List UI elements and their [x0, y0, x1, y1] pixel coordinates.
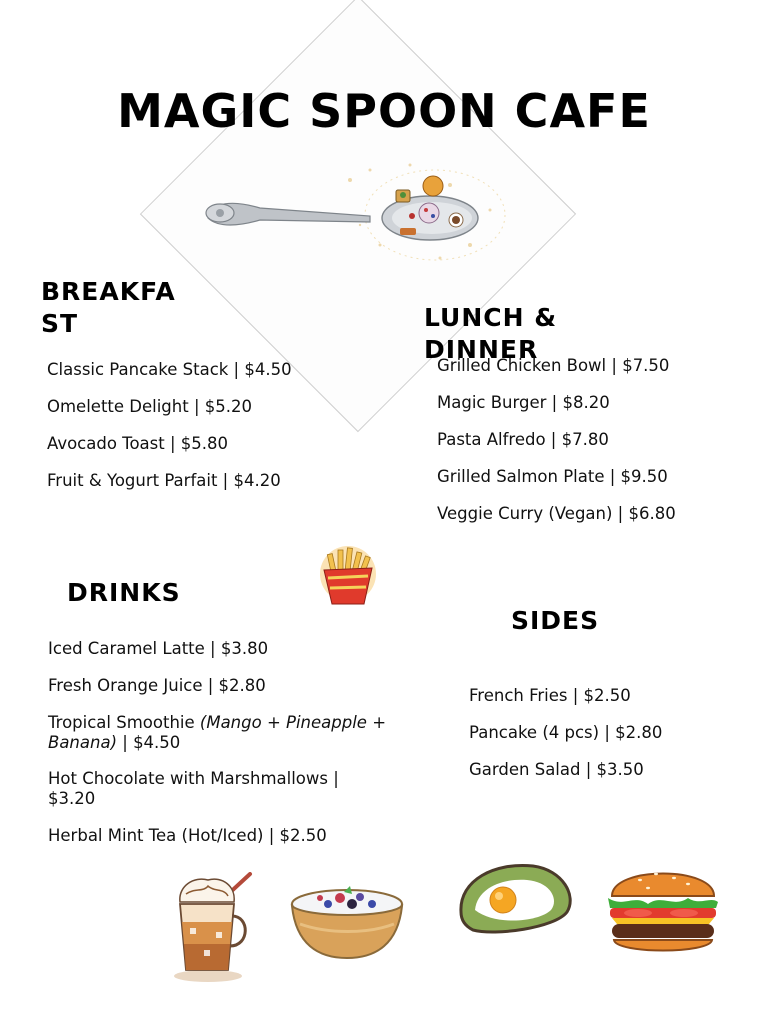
lunch-item: Grilled Salmon Plate | $9.50	[437, 467, 668, 486]
breakfast-item: Omelette Delight | $5.20	[47, 397, 252, 416]
breakfast-item: Avocado Toast | $5.80	[47, 434, 229, 453]
breakfast-title-line1: BREAKFA	[41, 277, 176, 306]
iced-latte-icon	[164, 872, 256, 984]
burger-icon	[604, 858, 722, 960]
yogurt-bowl-icon	[288, 884, 406, 964]
side-item: French Fries | $2.50	[469, 686, 631, 705]
side-item: Garden Salad | $3.50	[469, 760, 644, 779]
sides-title: SIDES	[511, 606, 600, 635]
drink-item	[48, 713, 413, 753]
breakfast-title-line2: ST	[41, 309, 79, 338]
drink-item: Herbal Mint Tea (Hot/Iced) | $2.50	[48, 826, 327, 845]
french-fries-icon	[318, 542, 378, 608]
spoon-with-food-icon	[200, 150, 510, 270]
drinks-title: DRINKS	[67, 578, 181, 607]
menu-title: MAGIC SPOON CAFE	[117, 84, 651, 138]
drink-item-name: Tropical Smoothie	[48, 713, 200, 732]
drink-item-price: | $4.50	[117, 733, 181, 752]
breakfast-title	[41, 276, 176, 340]
drink-item: Iced Caramel Latte | $3.80	[48, 639, 269, 658]
lunch-item: Veggie Curry (Vegan) | $6.80	[437, 504, 676, 523]
lunch-dinner-title-line2: DINNER	[424, 335, 539, 364]
drink-item-ingredients: (Mango + Pineapple + Banana)	[48, 713, 387, 752]
lunch-item: Grilled Chicken Bowl | $7.50	[437, 356, 670, 375]
drink-item: Hot Chocolate with Marshmallows | $3.20	[48, 769, 339, 808]
lunch-dinner-title-line1: LUNCH &	[424, 303, 558, 332]
lunch-item: Pasta Alfredo | $7.80	[437, 430, 609, 449]
breakfast-item: Classic Pancake Stack | $4.50	[47, 360, 292, 379]
side-item: Pancake (4 pcs) | $2.80	[469, 723, 663, 742]
lunch-item: Magic Burger | $8.20	[437, 393, 610, 412]
breakfast-item: Fruit & Yogurt Parfait | $4.20	[47, 471, 281, 490]
drink-item: Fresh Orange Juice | $2.80	[48, 676, 266, 695]
avocado-egg-toast-icon	[455, 860, 575, 936]
